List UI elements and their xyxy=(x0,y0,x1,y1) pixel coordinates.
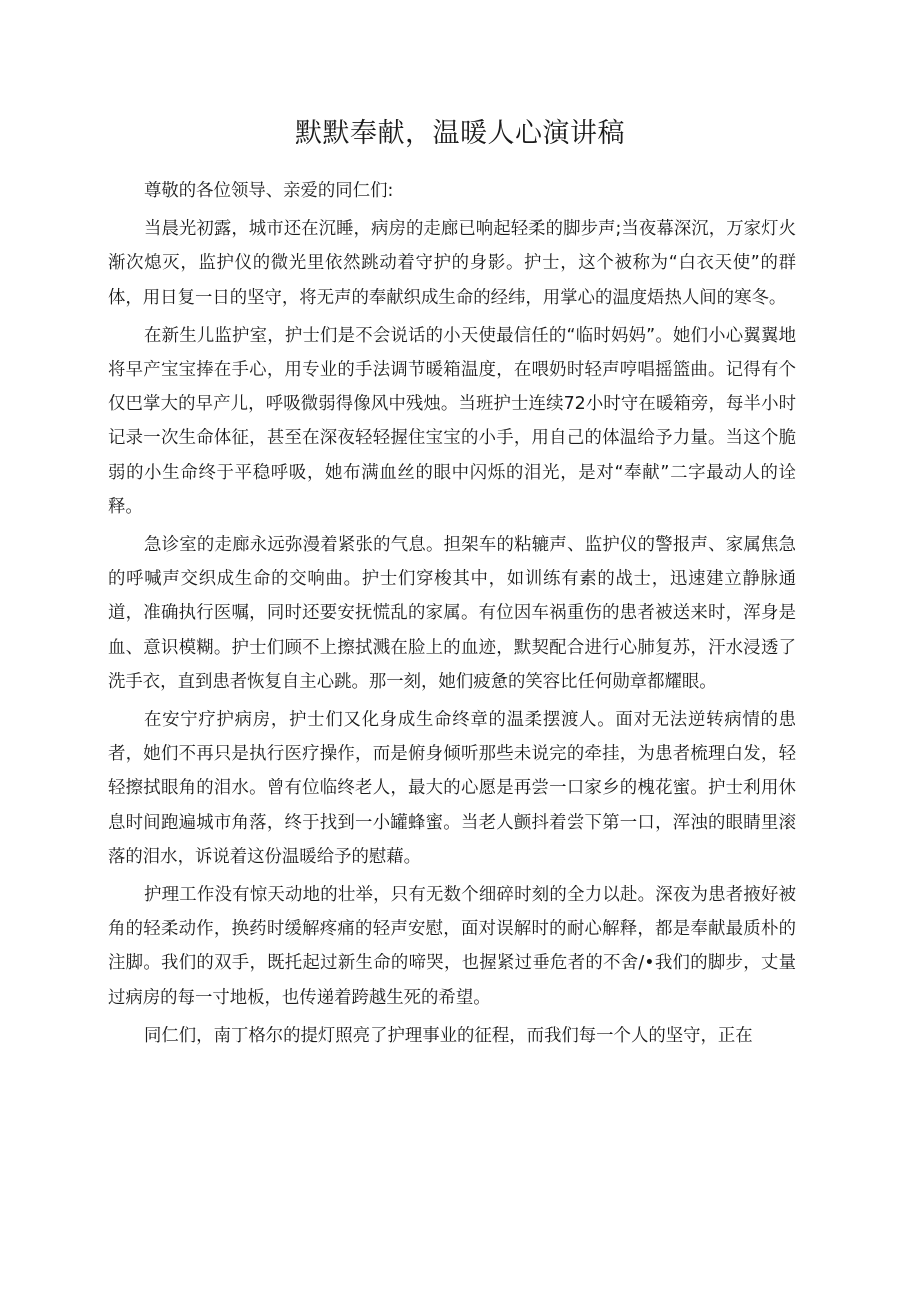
salutation: 尊敬的各位领导、亲爱的同仁们: xyxy=(144,181,394,201)
document-title: 默默奉献，温暖人心演讲稿 xyxy=(295,118,625,149)
paragraph-1: 当晨光初露，城市还在沉睡，病房的走廊已响起轻柔的脚步声;当夜幕深沉，万家灯火渐次熄灭，监护仪的微光里依然跳动着守护的身影。护士，这个被称为“白衣天使”的群体，用日复一日的坚守，将无声的奉献织成生命的经纬，用掌心的温度焐热人间的寒冬。 xyxy=(108,219,796,308)
paragraph-5: 护理工作没有惊天动地的壮举，只有无数个细碎时刻的全力以赴。深夜为患者掖好被角的轻柔动作，换药时缓解疼痛的轻声安慰，面对误解时的耐心解释，都是奉献最质朴的注脚。我们的双手，既托起过新生命的啼哭，也握紧过垂危者的不舍/•我们的脚步，丈量过病房的每一寸地板，也传递着跨越生死的希望。 xyxy=(108,885,796,1008)
paragraph-4: 在安宁疗护病房，护士们又化身成生命终章的温柔摆渡人。面对无法逆转病情的患者，她们不再只是执行医疗操作，而是俯身倾听那些未说完的牵挂，为患者梳理白发，轻轻擦拭眼角的泪水。曾有位临终老人，最大的心愿是再尝一口家乡的槐花蜜。护士利用休息时间跑遍城市角落，终于找到一小罐蜂蜜。当老人颤抖着尝下第一口，浑浊的眼睛里滚落的泪水，诉说着这份温暖给予的慰藉。 xyxy=(108,710,796,867)
document-body xyxy=(108,174,796,1057)
paragraph-3: 急诊室的走廊永远弥漫着紧张的气息。担架车的粘辘声、监护仪的警报声、家属焦急的呼喊声交织成生命的交响曲。护士们穿梭其中，如训练有素的战士，迅速建立静脉通道，准确执行医嘱，同时还要安抚慌乱的家属。有位因车祸重伤的患者被送来时，浑身是血、意识模糊。护士们顾不上擦拭溅在脸上的血迹，默契配合进行心肺复苏，汗水浸透了洗手衣，直到患者恢复自主心跳。那一刻，她们疲惫的笑容比任何勋章都耀眼。 xyxy=(108,535,796,692)
paragraph-2: 在新生儿监护室，护士们是不会说话的小天使最信任的“临时妈妈”。她们小心翼翼地将早产宝宝捧在手心，用专业的手法调节暖箱温度，在喂奶时轻声哼唱摇篮曲。记得有个仅巴掌大的早产儿，呼吸微弱得像风中残烛。当班护士连续72小时守在暖箱旁，每半小时记录一次生命体征，甚至在深夜轻轻握住宝宝的小手，用自己的体温给予力量。当这个脆弱的小生命终于平稳呼吸，她布满血丝的眼中闪烁的泪光，是对“奉献”二字最动人的诠释。 xyxy=(108,325,796,517)
paragraph-6: 同仁们，南丁格尔的提灯照亮了护理事业的征程，而我们每一个人的坚守，正在 xyxy=(144,1025,753,1046)
